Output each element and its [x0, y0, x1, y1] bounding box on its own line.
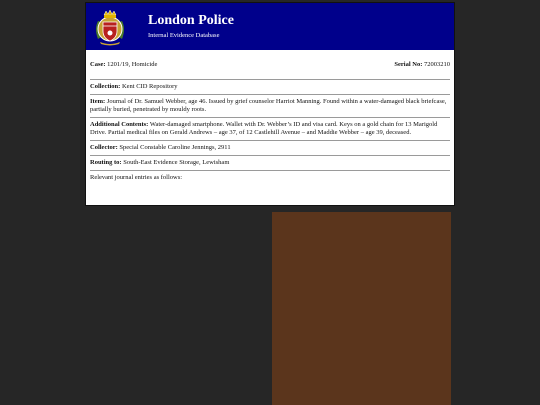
- additional-contents-value: Water-damaged smartphone. Wallet with Dr. Webber’s ID and visa card. Keys on a gold chain for 13 Marigold Drive. Partial medical files on Gerald Andrews – age 37, of 12 Castlehill Avenue – and Maddie Webber – age 39, deceased.: [90, 121, 438, 136]
- collector-label: Collector:: [90, 144, 118, 151]
- routing-row: [90, 155, 450, 170]
- additional-contents-label: Additional Contents:: [90, 121, 149, 128]
- brown-panel: [272, 212, 451, 405]
- routing-label: Routing to:: [90, 159, 122, 166]
- serial-field: [394, 61, 450, 69]
- collector-row: [90, 140, 450, 155]
- page-subtitle: Internal Evidence Database: [148, 32, 220, 39]
- collection-label: Collection:: [90, 83, 121, 90]
- evidence-document: [86, 3, 454, 205]
- document-header: [86, 3, 454, 50]
- document-body: [86, 50, 454, 185]
- collection-value: Kent CID Repository: [121, 83, 178, 90]
- page-title: London Police: [148, 13, 234, 28]
- serial-value: 72003210: [424, 61, 450, 68]
- additional-contents-row: [90, 117, 450, 140]
- collection-row: [90, 79, 450, 94]
- footer-note: Relevant journal entries as follows:: [90, 170, 450, 185]
- serial-label: Serial No:: [394, 61, 423, 68]
- case-label: Case:: [90, 61, 106, 68]
- case-value: 1201/19, Homicide: [107, 61, 158, 68]
- item-value: Journal of Dr. Samuel Webber, age 46. Issued by grief counselor Harriot Manning. Found within a water-damaged black briefcase, partially buried, penetrated by mouldy roots.: [90, 98, 447, 113]
- police-crest-icon: [92, 7, 128, 47]
- item-label: Item:: [90, 98, 106, 105]
- routing-value: South-East Evidence Storage, Lewisham: [123, 159, 230, 166]
- item-row: [90, 94, 450, 117]
- collector-value: Special Constable Caroline Jennings, 2911: [119, 144, 231, 151]
- case-field: [90, 61, 157, 69]
- case-row: [90, 50, 450, 79]
